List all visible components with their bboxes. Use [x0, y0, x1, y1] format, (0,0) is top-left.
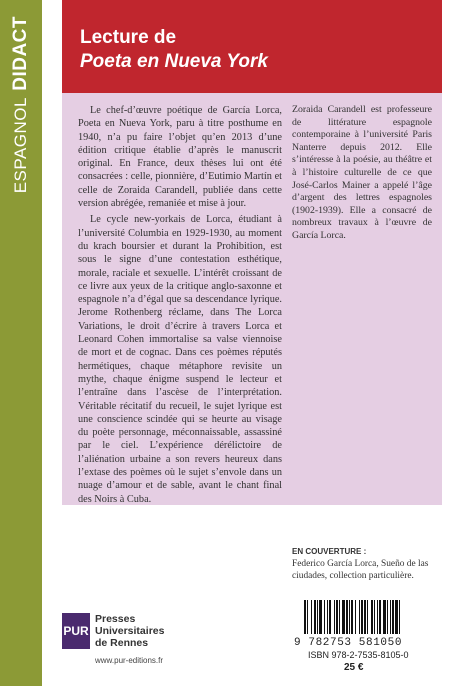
publisher-name — [95, 613, 225, 649]
series-label — [3, 16, 39, 206]
barcode-icon — [290, 598, 442, 638]
series-espagnol: ESPAGNOL — [11, 96, 30, 194]
author-bio: Zoraida Carandell est professeure de littérature espagnole contemporaine à l’université Paris Nanterre depuis 2012. Elle s’intéresse à la poésie, au théâtre et à l’histoire culturelle de ce que José-Carlos Mainer a appelé l’âge d’argent des lettres espagnoles (1902-1939). Elle a consacré de nombreux travaux à l’œuvre de García Lorca. — [292, 104, 432, 241]
publisher-website: www.pur-editions.fr — [95, 656, 164, 665]
cover-credit — [292, 546, 440, 582]
publisher-line-2: Universitaires — [95, 625, 165, 637]
barcode-digits: 9 782753 581050 — [294, 637, 403, 649]
series-didact: DIDACT — [10, 16, 31, 91]
title-line-1: Lecture de — [80, 27, 177, 48]
blurb-paragraph-1: Le chef-d’œuvre poétique de García Lorca, Poeta en Nueva York, paru à titre posthume en 1940, n’a pu faire l’objet qu’en 2013 d’une édition critique établie d’après le manuscrit original. En France, deux thèses lui ont été consacrées : celle, pionnière, d’Eutimio Martín et celle de Zoraida Carandell, publiée dans cette version abrégée, remaniée et mise à jour. — [78, 105, 282, 210]
series-sidebar — [0, 0, 42, 686]
publisher-line-3: de Rennes — [95, 637, 149, 649]
title-line-2: Poeta en Nueva York — [80, 51, 268, 72]
blurb-text — [78, 104, 282, 509]
publisher-line-1: Presses — [95, 613, 136, 625]
cover-credit-text: Federico García Lorca, Sueño de las ciudades, collection particulière. — [292, 559, 429, 581]
barcode-area — [290, 598, 442, 672]
price: 25 € — [344, 662, 364, 673]
isbn-number: ISBN 978-2-7535-8105-0 — [308, 650, 409, 660]
title-box — [62, 0, 442, 93]
cover-credit-heading: EN COUVERTURE : — [292, 547, 367, 556]
publisher-logo: PUR — [62, 613, 90, 649]
blurb-paragraph-2: Le cycle new-yorkais de Lorca, étudiant à l’université Columbia en 1929-1930, au moment du krach boursier et durant la Prohibition, est sous le signe d’une contestation esthétique, morale, raciale et sexuelle. L’intérêt croissant de ce livre aux yeux de la critique anglo-saxonne et espagnole n’a d’égal que sa descendance lyrique. Jerome Rothenberg réclame, dans The Lorca Variations, le droit d’écrire à travers Lorca et Leonard Cohen immortalise sa valse viennoise de mort et de cognac. Dans ces poèmes réputés hermétiques, chaque métaphore revisite un mythe, chaque énigme suspend le lecteur et l’entraîne dans l’ascèse de l’interprétation. Véritable récitatif du recueil, le sujet lyrique est une conscience scindée qui se heurte au visage du poète personnage, méconnaissable, assassiné par le ciel. L’expérience dérélictoire de l’aliénation urbaine a son revers heureux dans l’extase des poèmes où le sujet s’envole dans un nuage d’amour et de sable, avant le chant final des Noirs à Cuba. — [78, 214, 282, 505]
